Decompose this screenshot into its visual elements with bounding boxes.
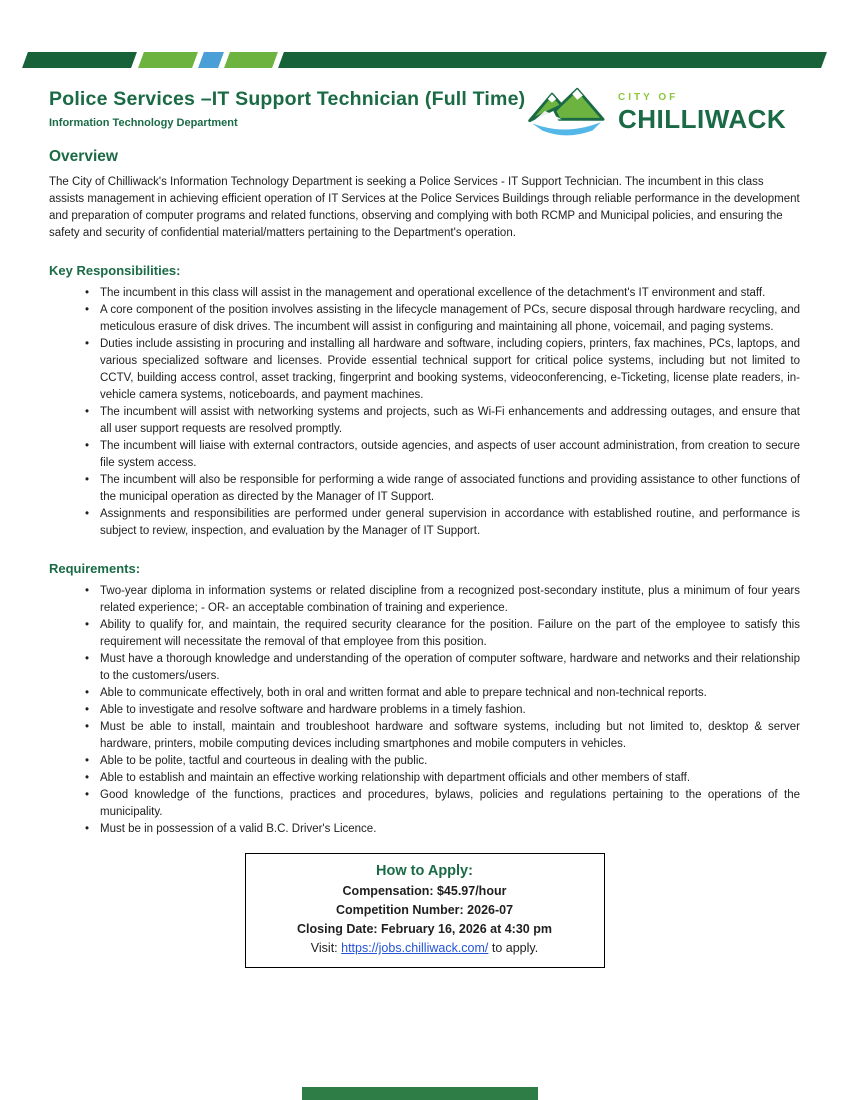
- header: [49, 88, 525, 129]
- list-item: • The incumbent in this class will assist in the management and operational excellence of the detachment's IT environment and staff.: [49, 285, 800, 302]
- list-item: • Must have a thorough knowledge and understanding of the operation of computer software, hardware and networks and their relationship to the customers/users.: [49, 651, 800, 685]
- list-item: • Good knowledge of the functions, practices and procedures, bylaws, policies and regulations pertaining to the operations of the municipality.: [49, 787, 800, 821]
- banner-segment-blue: [198, 52, 224, 68]
- logo-city-of: CITY OF: [618, 91, 679, 103]
- list-item: • The incumbent will liaise with external contractors, outside agencies, and aspects of user account administration, from creation to secure file system access.: [49, 438, 800, 472]
- list-item: • Able to establish and maintain an effective working relationship with department officials and other members of staff.: [49, 770, 800, 787]
- page-title: Police Services –IT Support Technician (Full Time): [49, 88, 526, 110]
- logo-text: [618, 92, 786, 135]
- list-item: • Duties include assisting in procuring and installing all hardware and software, including copiers, printers, fax machines, PCs, laptops, and various specialized software and licenses. Provide essential technical support for critical police systems, including but not limited to CCTV, building access control, asset tracking, fingerprint and booking systems, videoconferencing, e-Ticketing, license plate readers, in-vehicle camera systems, noticeboards, and payment machines.: [49, 336, 800, 404]
- list-item: • Assignments and responsibilities are performed under general supervision in accordance with established routine, and performance is subject to review, inspection, and evaluation by the Manager of IT Support.: [49, 506, 800, 540]
- logo-name: CHILLIWACK: [618, 103, 787, 134]
- responsibilities-heading: Key Responsibilities:: [49, 263, 181, 278]
- list-item: • Two-year diploma in information systems or related discipline from a recognized post-secondary institute, plus a minimum of four years related experience; - OR- an acceptable combination of training and experience.: [49, 583, 800, 617]
- banner-segment-light-1: [138, 52, 198, 68]
- list-item: • Able to be polite, tactful and courteous in dealing with the public.: [49, 753, 800, 770]
- footer-stripe: [302, 1087, 538, 1100]
- banner-segment-dark-2: [278, 52, 827, 68]
- list-item: • A core component of the position involves assisting in the lifecycle management of PCs, secure disposal through hardware recycling, and meticulous erasure of disk drives. The incumbent will assist in configuring and maintaining all phone, voicemail, and paging systems.: [49, 302, 800, 336]
- visit-suffix: to apply.: [488, 941, 539, 955]
- how-to-apply-box: [245, 853, 605, 968]
- list-item: • The incumbent will assist with networking systems and projects, such as Wi-Fi enhancements and addressing outages, and ensure that all user support requests are resolved promptly.: [49, 404, 800, 438]
- banner-segment-light-2: [224, 52, 278, 68]
- banner-segment-dark-1: [22, 52, 137, 68]
- list-item: • Ability to qualify for, and maintain, the required security clearance for the position. Failure on the part of the employee to satisfy this requirement will necessitate the removal of that employee from this position.: [49, 617, 800, 651]
- overview-paragraph: The City of Chilliwack's Information Technology Department is seeking a Police Services - IT Support Technician. The incumbent in this class assists management in achieving efficient operation of IT Services at the Police Services Buildings through reliable performance in the development and preparation of computer programs and related functions, observing and complying with both RCMP and Municipal policies, and ensuring the safety and security of confidential material/matters pertaining to the Department's operation.: [49, 176, 800, 239]
- responsibilities-list: [49, 285, 800, 540]
- list-item: • Able to communicate effectively, both in oral and written format and able to prepare technical and non-technical reports.: [49, 685, 800, 702]
- visit-line: [252, 939, 598, 958]
- overview-heading: Overview: [49, 148, 118, 165]
- requirements-heading: Requirements:: [49, 561, 141, 576]
- visit-prefix: Visit:: [310, 941, 342, 955]
- list-item: • Must be able to install, maintain and troubleshoot hardware and software systems, including but not limited to, desktop & server hardware, printers, mobile computing devices including smartphones and mobile computers in vehicles.: [49, 719, 800, 753]
- mountains-icon: [524, 84, 608, 142]
- compensation-line: Compensation: $45.97/hour: [342, 884, 507, 898]
- top-banner: [22, 52, 827, 68]
- apply-heading: How to Apply:: [376, 863, 473, 879]
- department-subtitle: Information Technology Department: [49, 117, 238, 129]
- list-item: • Able to investigate and resolve software and hardware problems in a timely fashion.: [49, 702, 800, 719]
- document-body: [49, 148, 800, 968]
- closing-date-line: Closing Date: February 16, 2026 at 4:30 pm: [297, 922, 552, 936]
- list-item: • The incumbent will also be responsible for performing a wide range of associated functions and providing assistance to other functions of the municipal operation as directed by the Manager of IT Support.: [49, 472, 800, 506]
- apply-link[interactable]: https://jobs.chilliwack.com/: [341, 941, 489, 955]
- competition-number-line: Competition Number: 2026-07: [335, 903, 514, 917]
- chilliwack-logo: [524, 84, 786, 142]
- list-item: • Must be in possession of a valid B.C. Driver's Licence.: [49, 821, 800, 838]
- requirements-list: [49, 583, 800, 838]
